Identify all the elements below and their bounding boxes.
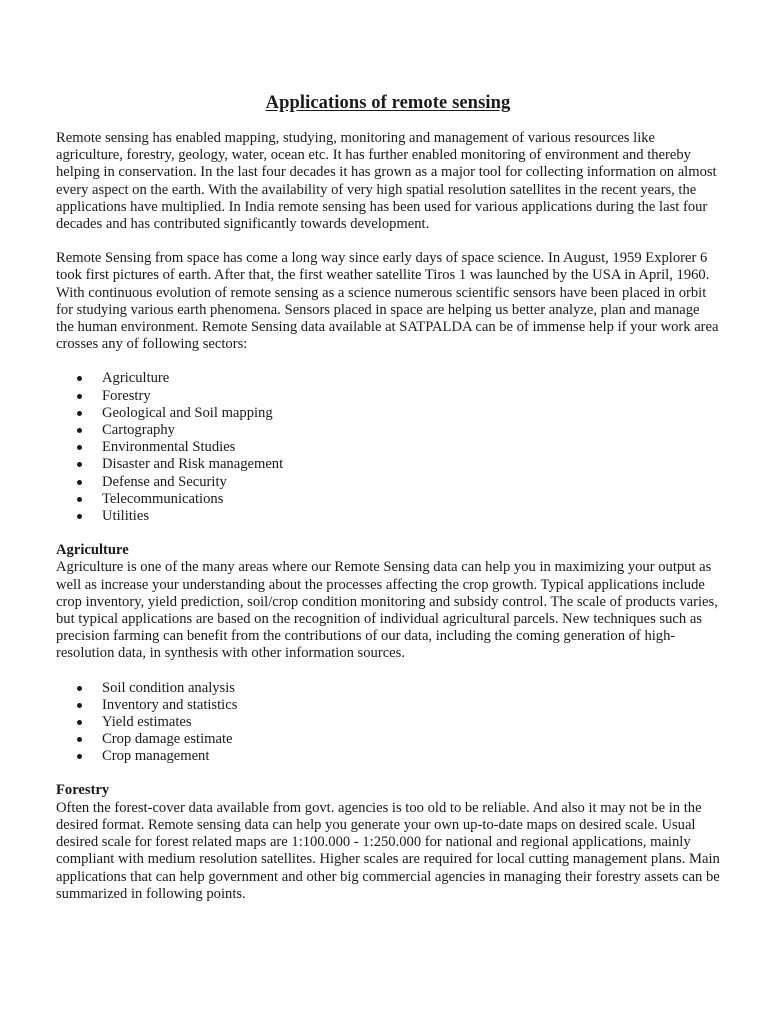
list-item bbox=[56, 748, 720, 765]
list-item-label: Environmental Studies bbox=[102, 439, 236, 456]
list-item-label: Crop management bbox=[102, 748, 210, 765]
forestry-heading: Forestry bbox=[56, 782, 110, 799]
bullet-icon bbox=[77, 703, 82, 708]
bullet-icon bbox=[77, 411, 82, 416]
list-item-label: Cartography bbox=[102, 422, 175, 438]
list-item bbox=[56, 422, 720, 439]
bullet-icon bbox=[77, 428, 82, 433]
list-item-label: Yield estimates bbox=[102, 713, 192, 730]
list-item-label: Geological and Soil mapping bbox=[102, 404, 273, 421]
sectors-list bbox=[56, 370, 720, 525]
list-item-label: Telecommunications bbox=[102, 490, 224, 507]
bullet-icon bbox=[77, 754, 82, 759]
list-item-label: Agriculture bbox=[102, 370, 170, 387]
intro-paragraph-2: Remote Sensing from space has come a long way since early days of space science. In August, 1959 Explorer 6 took first pictures of earth. After that, the first weather satellite Tiros 1 was launched by the USA in April, 1960. With continuous evolution of remote sensing as a science numerous scientific sensors have been placed in orbit for studying various earth phenomena. Sensors placed in space are helping us better analyze, plan and manage the human environment. Remote Sensing data available at SATPALDA can be of immense help if your work area crosses any of following sectors: bbox=[56, 250, 719, 353]
list-item bbox=[56, 405, 720, 422]
agriculture-paragraph: Agriculture is one of the many areas where our Remote Sensing data can help you in maximizing your output as well as increase your understanding about the processes affecting the crop growth. Typical applications include crop inventory, yield prediction, soil/crop condition monitoring and subsidy control. The scale of products varies, but typical applications are based on the recognition of individual agricultural parcels. New techniques such as precision farming can benefit from the contributions of our data, including the coming generation of high-resolution data, in synthesis with other information sources. bbox=[56, 559, 718, 662]
bullet-icon bbox=[77, 445, 82, 450]
list-item-label: Crop damage estimate bbox=[102, 731, 233, 748]
bullet-icon bbox=[77, 480, 82, 485]
list-item bbox=[56, 439, 720, 456]
list-item bbox=[56, 491, 720, 508]
bullet-icon bbox=[77, 394, 82, 399]
bullet-icon bbox=[77, 737, 82, 742]
bullet-icon bbox=[77, 376, 82, 381]
list-item bbox=[56, 697, 720, 714]
list-item-label: Utilities bbox=[102, 507, 150, 524]
list-item-label: Soil condition analysis bbox=[102, 679, 235, 696]
bullet-icon bbox=[77, 514, 82, 519]
list-item bbox=[56, 370, 720, 387]
list-item-label: Disaster and Risk management bbox=[102, 456, 284, 473]
forestry-paragraph: Often the forest-cover data available from govt. agencies is too old to be reliable. And also it may not be in the desired format. Remote sensing data can help you generate your own up-to-date maps on desired scale. Usual desired scale for forest related maps are 1:100.000 - 1:250.000 for national and regional applications, mainly compliant with medium resolution satellites. Higher scales are required for local cutting management plans. Main applications that can help government and other big commercial agencies in managing their forestry assets can be summarized in following points. bbox=[56, 799, 720, 902]
list-item bbox=[56, 508, 720, 525]
page-title: Applications of remote sensing bbox=[265, 93, 511, 113]
list-item bbox=[56, 474, 720, 491]
agriculture-heading: Agriculture bbox=[56, 542, 129, 559]
bullet-icon bbox=[77, 462, 82, 467]
list-item bbox=[56, 388, 720, 405]
list-item bbox=[56, 714, 720, 731]
bullet-icon bbox=[77, 497, 82, 502]
list-item bbox=[56, 731, 720, 748]
list-item-label: Defense and Security bbox=[102, 473, 227, 490]
list-item bbox=[56, 680, 720, 697]
list-item-label: Forestry bbox=[102, 387, 151, 404]
list-item bbox=[56, 456, 720, 473]
list-item-label: Inventory and statistics bbox=[102, 696, 238, 713]
document-content bbox=[56, 92, 720, 920]
agriculture-list bbox=[56, 680, 720, 766]
bullet-icon bbox=[77, 686, 82, 691]
bullet-icon bbox=[77, 720, 82, 725]
intro-paragraph-1: Remote sensing has enabled mapping, studying, monitoring and management of various resources like agriculture, forestry, geology, water, ocean etc. It has further enabled monitoring of environment and thereby helping in conservation. In the last four decades it has grown as a major tool for collecting information on almost every aspect on the earth. With the availability of very high spatial resolution satellites in the recent years, the applications have multiplied. In India remote sensing has been used for various applications during the last four decades and has contributed significantly towards development. bbox=[56, 130, 717, 233]
